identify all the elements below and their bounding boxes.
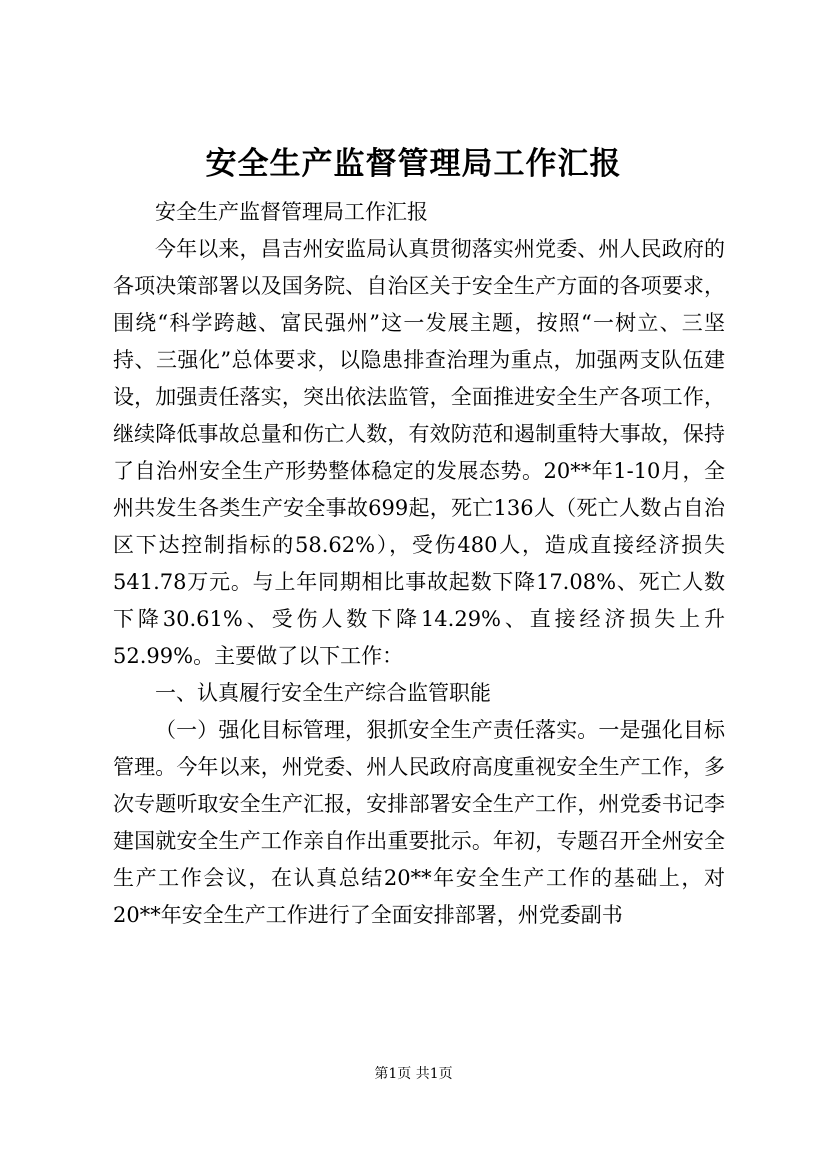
paragraph-subtitle: 安全生产监督管理局工作汇报 <box>155 200 428 224</box>
document-body <box>113 194 725 934</box>
paragraph-intro: 今年以来，昌吉州安监局认真贯彻落实州党委、州人民政府的各项决策部署以及国务院、自治区关于安全生产方面的各项要求，围绕“科学跨越、富民强州”这一发展主题，按照“一树立、三坚持、三强化”总体要求，以隐患排查治理为重点，加强两支队伍建设，加强责任落实，突出依法监管，全面推进安全生产各项工作，继续降低事故总量和伤亡人数，有效防范和遏制重特大事故，保持了自治州安全生产形势整体稳定的发展态势。20**年1-10月，全州共发生各类生产安全事故699起，死亡136人（死亡人数占自治区下达控制指标的58.62%），受伤480人，造成直接经济损失541.78万元。与上年同期相比事故起数下降17.08%、死亡人数下降30.61%、受伤人数下降14.29%、直接经济损失上升52.99%。主要做了以下工作： <box>113 237 725 668</box>
page-footer: 第1页 共1页 <box>374 1066 453 1082</box>
document-title: 安全生产监督管理局工作汇报 <box>205 146 622 182</box>
paragraph-section-one: （一）强化目标管理，狠抓安全生产责任落实。一是强化目标管理。今年以来，州党委、州人民政府高度重视安全生产工作，多次专题听取安全生产汇报，安排部署安全生产工作，州党委书记李建国就安全生产工作亲自作出重要批示。年初，专题召开全州安全生产工作会议，在认真总结20**年安全生产工作的基础上，对20**年安全生产工作进行了全面安排部署，州党委副书 <box>113 718 725 927</box>
section-heading: 一、认真履行安全生产综合监管职能 <box>155 681 491 705</box>
